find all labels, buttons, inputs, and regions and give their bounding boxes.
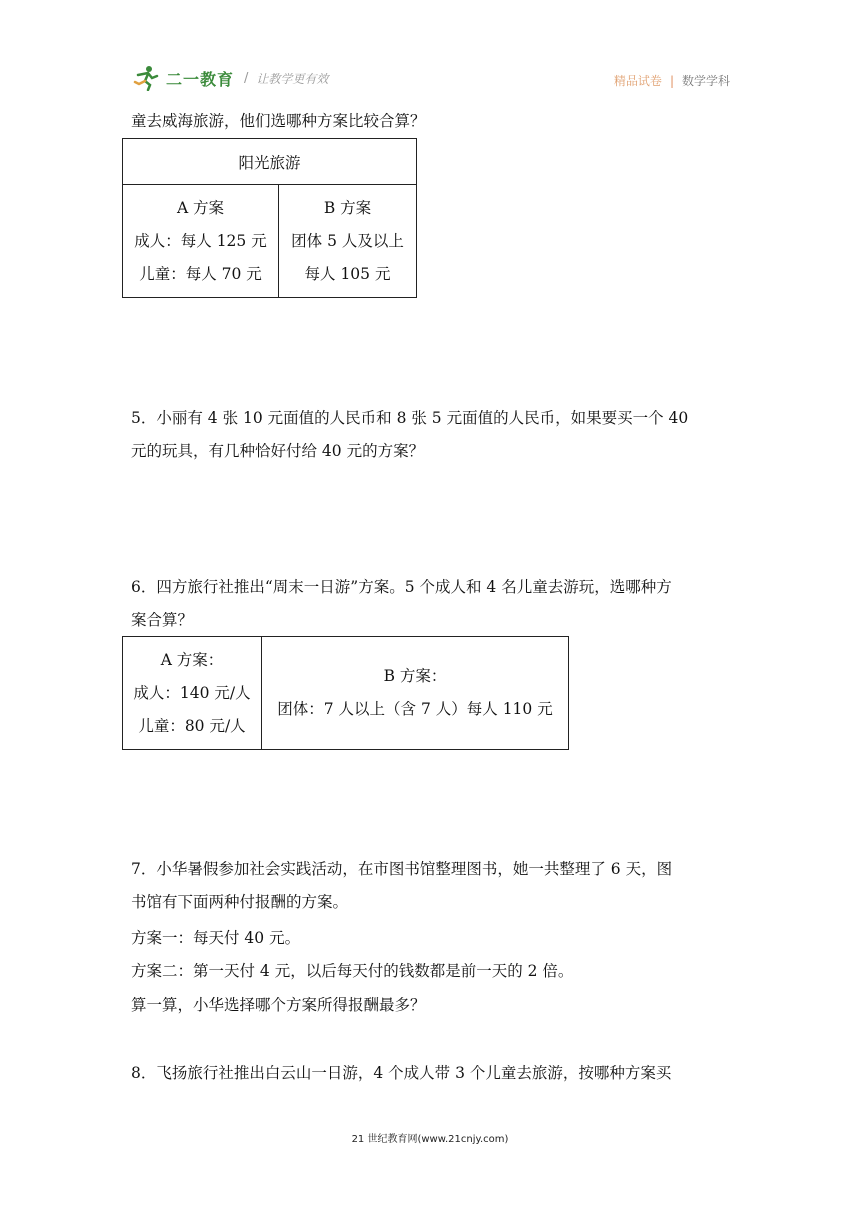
table1-plan-a xyxy=(123,185,279,298)
table1-b-line: 团体 5 人及以上 xyxy=(291,231,404,250)
header-right xyxy=(614,72,730,89)
q7-line-1: 7．小华暑假参加社会实践活动，在市图书馆整理图书，她一共整理了 6 天，图 xyxy=(131,860,673,878)
table-sunshine-travel xyxy=(122,138,417,298)
q7-line-2: 书馆有下面两种付报酬的方案。 xyxy=(131,893,349,911)
table1-plan-b xyxy=(279,185,417,298)
table2-plan-b xyxy=(262,637,569,750)
header-separator: | xyxy=(669,73,674,88)
header-label-subject: 数学学科 xyxy=(681,74,730,88)
slogan: 让教学更有效 xyxy=(256,71,329,86)
table1-b-line: 每人 105 元 xyxy=(304,264,391,283)
table2-b-line: 团体：7 人以上（含 7 人）每人 110 元 xyxy=(277,700,553,718)
runner-logo-icon xyxy=(132,65,162,91)
brand-name: 二一教育 xyxy=(166,69,235,89)
page-footer: 21 世纪教育网(www.21cnjy.com) xyxy=(351,1134,509,1145)
table1-title: 阳光旅游 xyxy=(123,139,417,185)
table2-a-line: 成人：140 元/人 xyxy=(133,683,251,702)
table1-a-line: 儿童：每人 70 元 xyxy=(139,264,262,283)
table2-a-line: A 方案： xyxy=(160,650,224,669)
table2-plan-a xyxy=(123,637,262,750)
table1-a-line: A 方案 xyxy=(176,198,225,217)
q7-line-3: 方案一：每天付 40 元。 xyxy=(131,929,301,947)
q6-line-2: 案合算？ xyxy=(131,611,194,629)
page-header xyxy=(0,0,860,100)
table2-a-line: 儿童：80 元/人 xyxy=(138,716,246,735)
table-weekend-trip xyxy=(122,636,569,750)
q5-line-1: 5．小丽有 4 张 10 元面值的人民币和 8 张 5 元面值的人民币，如果要买一个 40 xyxy=(131,409,689,427)
table1-b-line: B 方案 xyxy=(323,198,372,217)
header-label-quality: 精品试卷 xyxy=(613,74,662,88)
logo xyxy=(132,64,328,92)
q7-line-4: 方案二：第一天付 4 元，以后每天付的钱数都是前一天的 2 倍。 xyxy=(131,962,574,980)
header-slash: / xyxy=(244,70,249,86)
q6-line-1: 6．四方旅行社推出“周末一日游”方案。5 个成人和 4 名儿童去游玩，选哪种方 xyxy=(131,578,672,596)
q5-line-2: 元的玩具，有几种恰好付给 40 元的方案？ xyxy=(131,442,425,460)
q4-tail-text: 童去威海旅游，他们选哪种方案比较合算？ xyxy=(131,112,426,130)
q7-line-5: 算一算，小华选择哪个方案所得报酬最多？ xyxy=(131,996,426,1014)
q8-line-1: 8．飞扬旅行社推出白云山一日游，4 个成人带 3 个儿童去旅游，按哪种方案买 xyxy=(131,1064,672,1082)
table2-b-line: B 方案： xyxy=(383,667,447,685)
table1-a-line: 成人：每人 125 元 xyxy=(134,231,267,250)
